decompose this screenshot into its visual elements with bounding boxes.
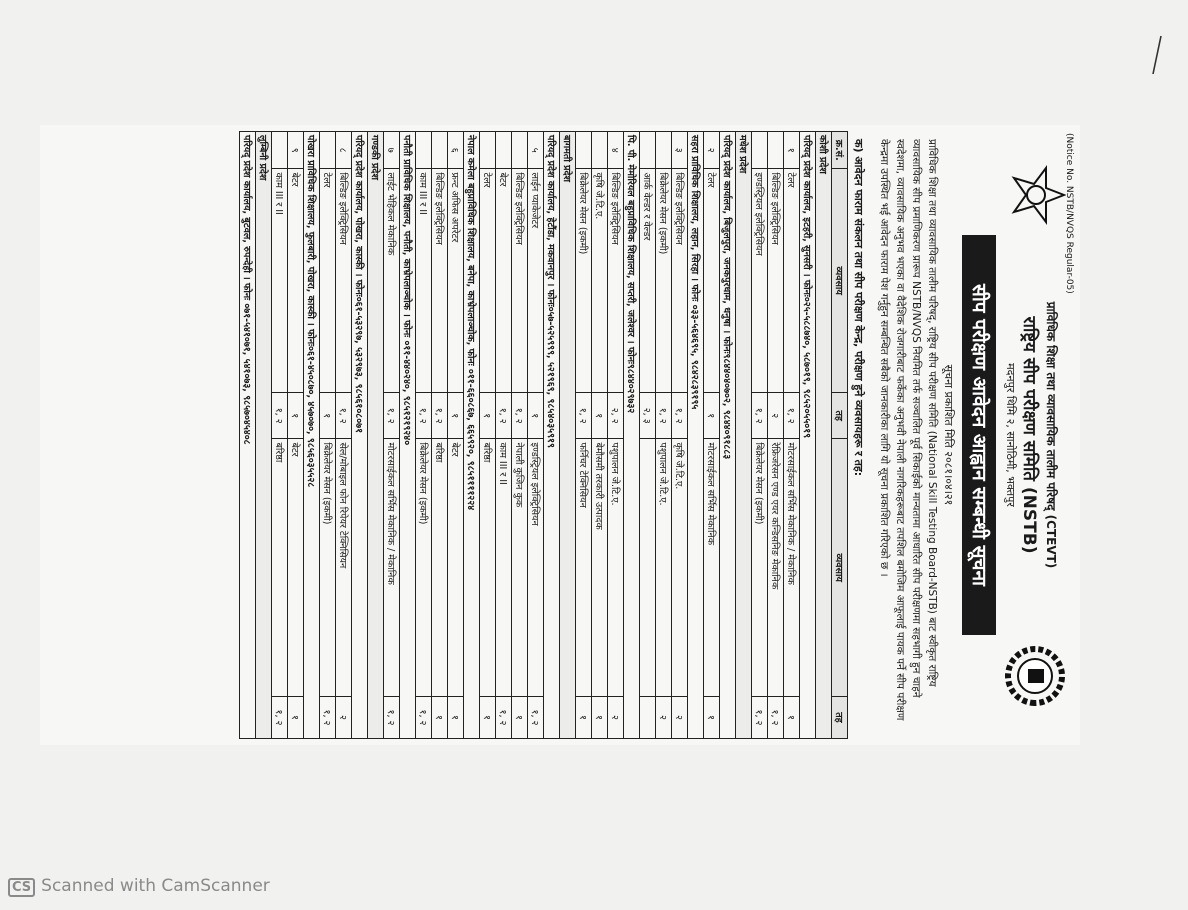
occupation-cell: टेलर bbox=[704, 169, 720, 393]
province-row bbox=[368, 132, 384, 739]
center-address: सहरा प्राविधिक शिक्षालय, लहान, सिरहा । फोनः ०३३-५६४६९५, ९८४२८३९१९५ bbox=[688, 132, 704, 739]
occupation-2-cell: मोटरसाईकल सर्भिस मेकानिक bbox=[704, 439, 720, 697]
pen-mark bbox=[1150, 34, 1164, 76]
level-cell: १, २ bbox=[336, 392, 352, 439]
level-2-cell: १ bbox=[576, 697, 592, 739]
occupation-2-cell: फर्निचर टेक्निसियन bbox=[576, 439, 592, 697]
center-row bbox=[304, 132, 320, 739]
table-header-row bbox=[832, 132, 848, 739]
camscanner-watermark bbox=[8, 876, 270, 897]
level-cell: १ bbox=[480, 392, 496, 439]
center-address: पि. पी. मेमोरियल बहुप्राविधिक शिक्षालय, सप्तरी, जलेश्वर । फोनः९८४४०२९७३२ bbox=[624, 132, 640, 739]
level-cell: २ bbox=[768, 392, 784, 439]
occupation-cell: बिल्डिङ इलेक्ट्रिसियन bbox=[336, 169, 352, 393]
table-row bbox=[480, 132, 496, 739]
col-occupation-2: व्यवसाय bbox=[832, 439, 848, 697]
table-row bbox=[448, 132, 464, 739]
serial-cell bbox=[592, 132, 608, 169]
occupation-cell: बिक्रेलेयर मेसन (इकमी) bbox=[656, 169, 672, 393]
serial-cell bbox=[272, 132, 288, 169]
notice-title-banner: सीप परीक्षण आवेदन आह्वान सम्बन्धी सूचना bbox=[962, 235, 996, 635]
level-2-cell: २ bbox=[656, 697, 672, 739]
occupation-2-cell: मोटरसाईकल सर्भिस मेकानिक / मेकानिक bbox=[384, 439, 400, 697]
level-cell: १, २ bbox=[416, 392, 432, 439]
center-row bbox=[688, 132, 704, 739]
level-cell: १, २ bbox=[272, 392, 288, 439]
col-serial: क्र.सं. bbox=[832, 132, 848, 169]
table-row bbox=[336, 132, 352, 739]
center-address: पनौती प्राविधिक शिक्षालय, पनौती, काभ्रेपलाञ्चोक । फोनः ०११-४४०२४०, ९८५१२१९२४० bbox=[400, 132, 416, 739]
occupation-2-cell: बरिष्ठा bbox=[432, 439, 448, 697]
rotated-notice-document bbox=[40, 125, 1080, 745]
level-cell: १, २ bbox=[656, 392, 672, 439]
occupation-2-cell: बिक्रेलेयर मेसन (इकमी) bbox=[752, 439, 768, 697]
occupation-cell: लाईट भेहिकल मेकानिक bbox=[384, 169, 400, 393]
level-2-cell: १, २ bbox=[384, 697, 400, 739]
level-cell: १, २ bbox=[432, 392, 448, 439]
level-cell: १ bbox=[528, 392, 544, 439]
occupation-cell: बेटर bbox=[496, 169, 512, 393]
table-row bbox=[528, 132, 544, 739]
level-cell: १, २ bbox=[384, 392, 400, 439]
occupation-2-cell: बेमौसमी तरकारी उत्पादक bbox=[592, 439, 608, 697]
level-cell: १, २ bbox=[576, 392, 592, 439]
occupation-cell: काम III र II bbox=[416, 169, 432, 393]
serial-cell: ६ bbox=[448, 132, 464, 169]
occupation-2-cell: पशुपालन जे.टि.ए. bbox=[656, 439, 672, 697]
occupation-cell: बिल्डिङ इलेक्ट्रिसियन bbox=[672, 169, 688, 393]
level-cell: १, २ bbox=[512, 392, 528, 439]
province-row bbox=[816, 132, 832, 739]
level-2-cell: १ bbox=[592, 697, 608, 739]
serial-cell bbox=[416, 132, 432, 169]
occupation-2-cell: बिक्रेलेयर मेसन (इकमी) bbox=[320, 439, 336, 697]
intro-paragraph: प्राविधिक शिक्षा तथा व्यावसायिक तालीम परिषद्, राष्ट्रिय सीप परीक्षण समिति (National Skill Testing Board-NSTB) बाट स्वीकृत राष्ट्रिय व्यावसायिक सीप प्रमाणिकरण प्रारूप NSTB/NVQS नियमित तर्फ सञ्चालित पूर्व सिकाईको मान्यतामा आधारित सीप परीक्षणमा सहभागी हुन चाहने स्वदेशमा, व्यावसायिक अनुभव भएका वा वैदेशिक रोजगारीबाट फर्केका अनुभवी नेपाली नागरिकहरूबाट तपशिल बमोजिम आफूलाई पायक पर्ने सीप परीक्षण केन्द्रमा उपस्थित भई आवेदन फाराम पेश गर्नुहुन सम्बन्धित सबैको जानकारीका लागि यो सूचना प्रकाशित गरिएको छ । bbox=[878, 139, 938, 721]
table-row bbox=[592, 132, 608, 739]
province-name: कोशी प्रदेश bbox=[816, 132, 832, 739]
level-2-cell: १, २ bbox=[416, 697, 432, 739]
board-address: मदनपुर थिमि २, सानोठिमी, भक्तपुर bbox=[1004, 363, 1017, 507]
occupation-cell: टेलर bbox=[320, 169, 336, 393]
occupation-2-cell: बिक्रेलेयर मेसन (इकमी) bbox=[416, 439, 432, 697]
province-row bbox=[736, 132, 752, 739]
board-name: राष्ट्रिय सीप परीक्षण समिति (NSTB) bbox=[1019, 316, 1039, 554]
center-address: परियद् प्रदेश कार्यालय, हेटौंडा, मकवानपुर । फोनः०५७-५२५९९९, ५२१९६९, ९८५४०३५९१९ bbox=[544, 132, 560, 739]
level-2-cell: १ bbox=[704, 697, 720, 739]
serial-cell: ४ bbox=[608, 132, 624, 169]
center-row bbox=[624, 132, 640, 739]
occupation-2-cell: काम III र II bbox=[496, 439, 512, 697]
serial-cell: ३ bbox=[672, 132, 688, 169]
level-2-cell: २ bbox=[672, 697, 688, 739]
level-cell: १ bbox=[320, 392, 336, 439]
table-row bbox=[752, 132, 768, 739]
center-row bbox=[240, 132, 256, 739]
level-cell: १ bbox=[704, 392, 720, 439]
province-name: बागमती प्रदेश bbox=[560, 132, 576, 739]
serial-cell bbox=[320, 132, 336, 169]
level-cell: १ bbox=[288, 392, 304, 439]
occupation-2-cell: बरिष्ठा bbox=[480, 439, 496, 697]
serial-cell: ९ bbox=[288, 132, 304, 169]
table-row bbox=[672, 132, 688, 739]
serial-cell bbox=[432, 132, 448, 169]
center-address: परियद् प्रदेश कार्यालय, पोखरा, कास्की । फोनः०६१-५३२९७, ५३२९७३, ९८५६१०८०७१ bbox=[352, 132, 368, 739]
occupation-cell: बेटर bbox=[288, 169, 304, 393]
nstb-gear-logo-icon bbox=[1004, 645, 1066, 707]
level-cell: १, २ bbox=[496, 392, 512, 439]
table-row bbox=[496, 132, 512, 739]
occupation-2-cell: मोटरसाईकल सर्भिस मेकानिक / मेकानिक bbox=[784, 439, 800, 697]
publish-date: सूचना प्रकाशित मिति २०८१।०४।२१ bbox=[942, 364, 955, 506]
province-name: लुम्बिनी प्रदेश bbox=[256, 132, 272, 739]
occupation-cell: बिल्डिङ इलेक्ट्रिसियन bbox=[768, 169, 784, 393]
occupation-cell: बिल्डिङ इलेक्ट्रिसियन bbox=[608, 169, 624, 393]
serial-cell: ७ bbox=[384, 132, 400, 169]
council-name: प्राविधिक शिक्षा तथा व्यावसायिक तालीम परिषद् (CTEVT) bbox=[1044, 301, 1058, 569]
table-row bbox=[656, 132, 672, 739]
province-row bbox=[560, 132, 576, 739]
serial-cell bbox=[576, 132, 592, 169]
serial-cell bbox=[480, 132, 496, 169]
col-level: तह bbox=[832, 392, 848, 439]
center-row bbox=[400, 132, 416, 739]
occupation-cell: बिल्डिङ इलेक्ट्रिसियन bbox=[512, 169, 528, 393]
occupation-cell: इण्डस्ट्रियल इलेक्ट्रिसियन bbox=[752, 169, 768, 393]
occupation-2-cell: सेल/मोबाइल फोन रिपेयर टेक्निसियन bbox=[336, 439, 352, 697]
center-address: परियद् प्रदेश कार्यालय, बिजुलपुरा, जनकपुरधाम, धनुषा । फोनः९८४४०४०७०२, ९८४४०९१८८३ bbox=[720, 132, 736, 739]
table-row bbox=[272, 132, 288, 739]
level-2-cell: १ bbox=[480, 697, 496, 739]
occupation-2-cell bbox=[640, 439, 656, 697]
level-2-cell: १ bbox=[432, 697, 448, 739]
occupation-cell: कृषि जे.टि.ए. bbox=[592, 169, 608, 393]
table-row bbox=[608, 132, 624, 739]
occupation-cell: टेलर bbox=[784, 169, 800, 393]
level-cell: १, २ bbox=[752, 392, 768, 439]
level-2-cell: १ bbox=[784, 697, 800, 739]
test-centers-table bbox=[239, 131, 848, 739]
table-row bbox=[288, 132, 304, 739]
table-row bbox=[576, 132, 592, 739]
level-2-cell: १, २ bbox=[528, 697, 544, 739]
level-cell: २, २ bbox=[608, 392, 624, 439]
serial-cell bbox=[752, 132, 768, 169]
center-address: परियद् प्रदेश कार्यालय, इटहरी, सुनसरी । फोनः०२५-५८८७४०, ५८७०१९, ९८५२०५५०१९ bbox=[800, 132, 816, 739]
occupation-2-cell: नेपाली कुजिन कुक bbox=[512, 439, 528, 697]
col-occupation: व्यवसाय bbox=[832, 169, 848, 393]
center-row bbox=[352, 132, 368, 739]
section-ka-heading: क) आवेदन फाराम संकलन तथा सीप परीक्षण केन्द्र, परीक्षण हुने व्यवसायहरू र तह: bbox=[852, 139, 865, 477]
center-address: नेपाल कमेला बहुप्राविधिक शिक्षालय, बनेपा, काभ्रेपलाञ्चोक, फोनः ०११-६६०८६७, ६६५९२०, ९८५११११२२४ bbox=[464, 132, 480, 739]
level-2-cell: १ bbox=[448, 697, 464, 739]
table-row bbox=[704, 132, 720, 739]
serial-cell bbox=[656, 132, 672, 169]
level-cell: १ bbox=[592, 392, 608, 439]
level-cell: १, २ bbox=[784, 392, 800, 439]
level-2-cell: १, २ bbox=[752, 697, 768, 739]
province-row bbox=[256, 132, 272, 739]
serial-cell bbox=[512, 132, 528, 169]
level-cell: १, २ bbox=[672, 392, 688, 439]
col-level-2: तह bbox=[832, 697, 848, 739]
table-row bbox=[784, 132, 800, 739]
level-cell: १ bbox=[448, 392, 464, 439]
center-address: परियद् प्रदेश कार्यालय, बुटवल, रुपन्देही । फोनः ०७१-५४१०७१, ५४१०७३, ९८५७०४५४०८ bbox=[240, 132, 256, 739]
table-row bbox=[320, 132, 336, 739]
table-row bbox=[512, 132, 528, 739]
level-2-cell: १ bbox=[288, 697, 304, 739]
occupation-2-cell: रेफ्रिजरेसन एण्ड एयर कन्डिसनिङ मेकानिक bbox=[768, 439, 784, 697]
level-2-cell: १, २ bbox=[496, 697, 512, 739]
watermark-text: Scanned with CamScanner bbox=[41, 876, 270, 896]
notice-number: (Notice No. NSTB/NVQS Regular-05) bbox=[1064, 133, 1074, 294]
camscanner-badge-icon: CS bbox=[8, 878, 35, 897]
occupation-cell: टेलर bbox=[480, 169, 496, 393]
province-name: मधेश प्रदेश bbox=[736, 132, 752, 739]
province-name: गण्डकी प्रदेश bbox=[368, 132, 384, 739]
occupation-cell: आर्क वेल्डर र वेल्डर bbox=[640, 169, 656, 393]
center-row bbox=[720, 132, 736, 739]
occupation-2-cell: कृषि जे.टि.ए. bbox=[672, 439, 688, 697]
serial-cell: २ bbox=[704, 132, 720, 169]
occupation-2-cell: बेटर bbox=[448, 439, 464, 697]
level-2-cell: १, २ bbox=[320, 697, 336, 739]
serial-cell: १ bbox=[784, 132, 800, 169]
center-address: पोखरा प्राविधिक शिक्षालय, फुलबारी, पोखरा, कास्की । फोनः०६१-४५०८७०, ४५७०७०, ९८५६०३५५२८ bbox=[304, 132, 320, 739]
table-row bbox=[416, 132, 432, 739]
occupation-2-cell: इण्डस्ट्रियल इलेक्ट्रिसियन bbox=[528, 439, 544, 697]
serial-cell bbox=[768, 132, 784, 169]
occupation-2-cell: पशुपालन जे.टि.ए. bbox=[608, 439, 624, 697]
table-body bbox=[240, 132, 832, 739]
level-2-cell: १ bbox=[512, 697, 528, 739]
center-row bbox=[800, 132, 816, 739]
table-row bbox=[640, 132, 656, 739]
level-2-cell: २ bbox=[336, 697, 352, 739]
table-row bbox=[384, 132, 400, 739]
center-row bbox=[544, 132, 560, 739]
serial-cell bbox=[640, 132, 656, 169]
serial-cell: ८ bbox=[336, 132, 352, 169]
level-cell: २, ३ bbox=[640, 392, 656, 439]
occupation-cell: फ्रन्ट अफिस अपरेटर bbox=[448, 169, 464, 393]
level-2-cell: १, २ bbox=[768, 697, 784, 739]
occupation-cell: लाईन प्याकेजेटर bbox=[528, 169, 544, 393]
occupation-2-cell: बरिष्ठा bbox=[272, 439, 288, 697]
serial-cell: ५ bbox=[528, 132, 544, 169]
table-row bbox=[768, 132, 784, 739]
level-2-cell: १, २ bbox=[272, 697, 288, 739]
occupation-2-cell: बेटर bbox=[288, 439, 304, 697]
center-row bbox=[464, 132, 480, 739]
level-2-cell: २ bbox=[608, 697, 624, 739]
level-2-cell bbox=[640, 697, 656, 739]
serial-cell bbox=[496, 132, 512, 169]
occupation-cell: बिल्डिङ इलेक्ट्रिसियन bbox=[432, 169, 448, 393]
occupation-cell: बिक्रेलेयर मेसन (इकमी) bbox=[576, 169, 592, 393]
table-row bbox=[432, 132, 448, 739]
occupation-cell: काम III र II bbox=[272, 169, 288, 393]
